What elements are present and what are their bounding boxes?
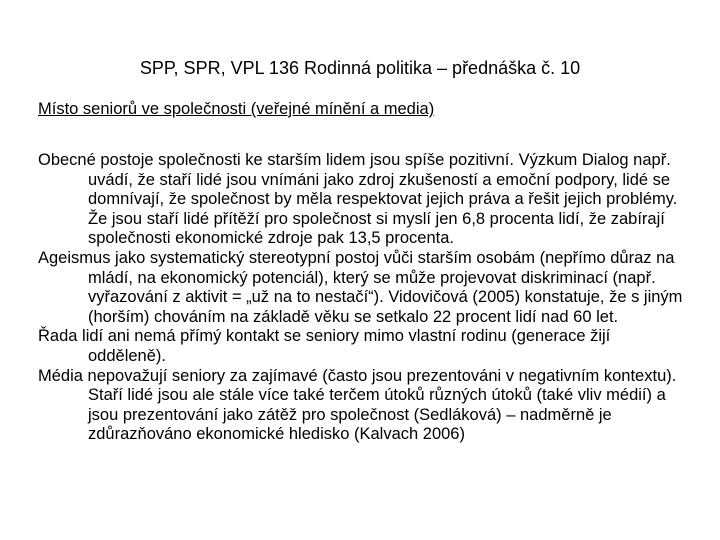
paragraph-ageism: Ageismus jako systematický stereotypní postoj vůči starším osobám (nepřímo důraz na mládí, na ekonomický potenciál), který se může projevovat diskriminací (např. vyřazování z aktivit = „už na to nestačí“). Vidovičová (2005) konstatuje, že s jiným (horším) chováním na základě věku se setkalo 22 procent lidí nad 60 let. xyxy=(38,248,683,326)
paragraph-media: Média nepovažují seniory za zajímavé (často jsou prezentováni v negativním kontextu). Staří lidé jsou ale stále více také terčem útoků různých útoků (také vliv médií) a jsou prezentování jako zátěž pro společnost (Sedláková) – nadměrně je zdůrazňováno ekonomické hledisko (Kalvach 2006) xyxy=(38,366,677,444)
slide-body xyxy=(38,151,688,445)
paragraph-attitudes: Obecné postoje společnosti ke starším lidem jsou spíše pozitivní. Výzkum Dialog např. uvádí, že staří lidé jsou vnímáni jako zdroj zkušeností a emoční podpory, lidé se domnívají, že společnost by měla respektovat jejich práva a řešit jejich problémy. Že jsou staří lidé přítěží pro společnost si myslí jen 6,8 procenta lidí, že zabírají společnosti ekonomické zdroje pak 13,5 procenta. xyxy=(38,151,678,248)
slide-subtitle: Místo seniorů ve společnosti (veřejné mínění a media) xyxy=(38,100,435,118)
paragraph-contact: Řada lidí ani nemá přímý kontakt se seniory mimo vlastní rodinu (generace žijí odděleně). xyxy=(38,327,611,365)
slide-title: SPP, SPR, VPL 136 Rodinná politika – přednáška č. 10 xyxy=(139,58,581,78)
